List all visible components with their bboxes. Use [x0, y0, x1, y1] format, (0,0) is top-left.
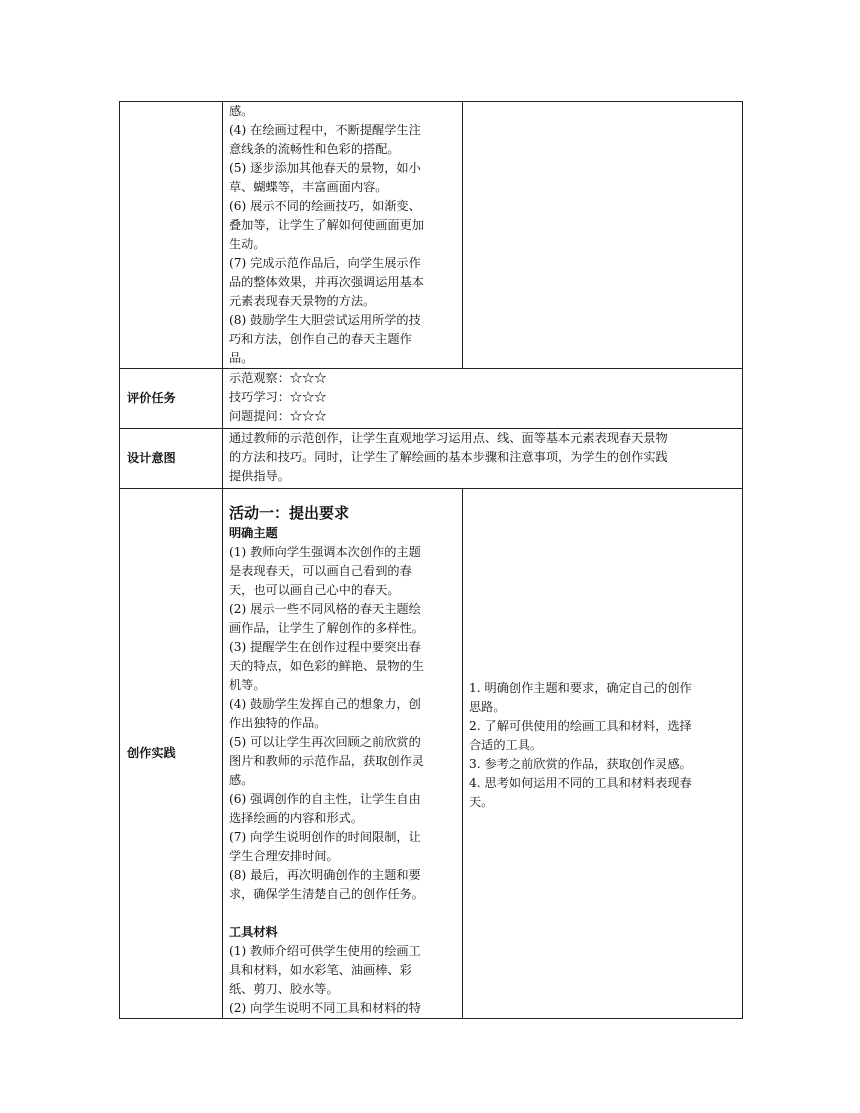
text-line: 天，也可以画自己心中的春天。: [229, 583, 400, 597]
text-line: 生动。: [229, 237, 266, 251]
teacher-activity-cell: [223, 102, 463, 369]
text-line: (3) 提醒学生在创作过程中要突出春: [229, 640, 421, 654]
evaluation-item: 技巧学习：☆☆☆: [229, 390, 327, 404]
text-line: (2) 向学生说明不同工具和材料的特: [229, 1001, 421, 1015]
text-line: (4) 在绘画过程中，不断提醒学生注: [229, 123, 421, 137]
text-line: 巧和方法，创作自己的春天主题作: [229, 332, 412, 346]
section-title: 明确主题: [229, 526, 278, 540]
list-item: 1. 明确创作主题和要求，确定自己的创作: [469, 681, 692, 695]
text-line: (8) 鼓励学生大胆尝试运用所学的技: [229, 313, 421, 327]
list-item: 4. 思考如何运用不同的工具和材料表现春: [469, 776, 692, 790]
text-line: 元素表现春天景物的方法。: [229, 294, 376, 308]
list-item: 2. 了解可供使用的绘画工具和材料，选择: [469, 719, 692, 733]
text-line: 感。: [229, 104, 254, 118]
text-line: 品的整体效果，并再次强调运用基本: [229, 275, 424, 289]
text-line: 感。: [229, 773, 254, 787]
text-line: (5) 可以让学生再次回顾之前欣赏的: [229, 735, 421, 749]
lesson-plan-table: [119, 101, 743, 1019]
text-line: 图片和教师的示范作品，获取创作灵: [229, 754, 424, 768]
text-line: 草、蝴蝶等，丰富画面内容。: [229, 180, 388, 194]
text-line: 天的特点，如色彩的鲜艳、景物的生: [229, 659, 424, 673]
text-line: 品。: [229, 351, 254, 365]
design-intent-content: [223, 429, 743, 489]
text-line: (7) 向学生说明创作的时间限制，让: [229, 830, 421, 844]
text-line: 作出独特的作品。: [229, 716, 327, 730]
evaluation-label: 评价任务: [120, 369, 223, 429]
text-line: 求，确保学生清楚自己的创作任务。: [229, 887, 424, 901]
text-line: 是表现春天，可以画自己看到的春: [229, 564, 412, 578]
table-row-design-intent: [120, 429, 743, 489]
practice-label: 创作实践: [120, 489, 223, 1019]
section-title: 工具材料: [229, 925, 278, 939]
text-line: (1) 教师介绍可供学生使用的绘画工: [229, 944, 421, 958]
student-activity-cell: [463, 102, 743, 369]
text-line: 具和材料，如水彩笔、油画棒、彩: [229, 963, 412, 977]
text-line: (5) 逐步添加其他春天的景物，如小: [229, 161, 421, 175]
table-row-evaluation: [120, 369, 743, 429]
text-line: 叠加等，让学生了解如何使画面更加: [229, 218, 424, 232]
text-line: 意线条的流畅性和色彩的搭配。: [229, 142, 400, 156]
empty-label-cell: [120, 102, 223, 369]
text-line: (4) 鼓励学生发挥自己的想象力，创: [229, 697, 421, 711]
text-line: 选择绘画的内容和形式。: [229, 811, 364, 825]
evaluation-item: 示范观察：☆☆☆: [229, 371, 327, 385]
list-item: 3. 参考之前欣赏的作品，获取创作灵感。: [469, 757, 692, 771]
text-line: 机等。: [229, 678, 266, 692]
text-line: 纸、剪刀、胶水等。: [229, 982, 339, 996]
practice-student-cell: [463, 489, 743, 1019]
practice-teacher-cell: [223, 489, 463, 1019]
list-item: 天。: [469, 795, 494, 809]
student-activity-list: [469, 489, 736, 812]
text-line: 的方法和技巧。同时，让学生了解绘画的基本步骤和注意事项，为学生的创作实践: [229, 450, 668, 464]
text-line: (6) 强调创作的自主性，让学生自由: [229, 792, 421, 806]
text-line: (8) 最后，再次明确创作的主题和要: [229, 868, 421, 882]
table-row-practice: [120, 489, 743, 1019]
table-row-demonstration: [120, 102, 743, 369]
text-line: 提供指导。: [229, 469, 290, 483]
text-line: 通过教师的示范创作，让学生直观地学习运用点、线、面等基本元素表现春天景物: [229, 431, 668, 445]
text-line: 学生合理安排时间。: [229, 849, 339, 863]
design-intent-label: 设计意图: [120, 429, 223, 489]
activity-title: 活动一：提出要求: [229, 504, 350, 522]
evaluation-item: 问题提问：☆☆☆: [229, 409, 327, 423]
text-line: (6) 展示不同的绘画技巧，如渐变、: [229, 199, 421, 213]
text-line: 画作品，让学生了解创作的多样性。: [229, 621, 424, 635]
list-item: 合适的工具。: [469, 738, 543, 752]
text-line: (7) 完成示范作品后，向学生展示作: [229, 256, 421, 270]
text-line: (1) 教师向学生强调本次创作的主题: [229, 545, 421, 559]
list-item: 思路。: [469, 700, 506, 714]
evaluation-content: [223, 369, 743, 429]
text-line: (2) 展示一些不同风格的春天主题绘: [229, 602, 421, 616]
blank-line: [229, 904, 456, 923]
